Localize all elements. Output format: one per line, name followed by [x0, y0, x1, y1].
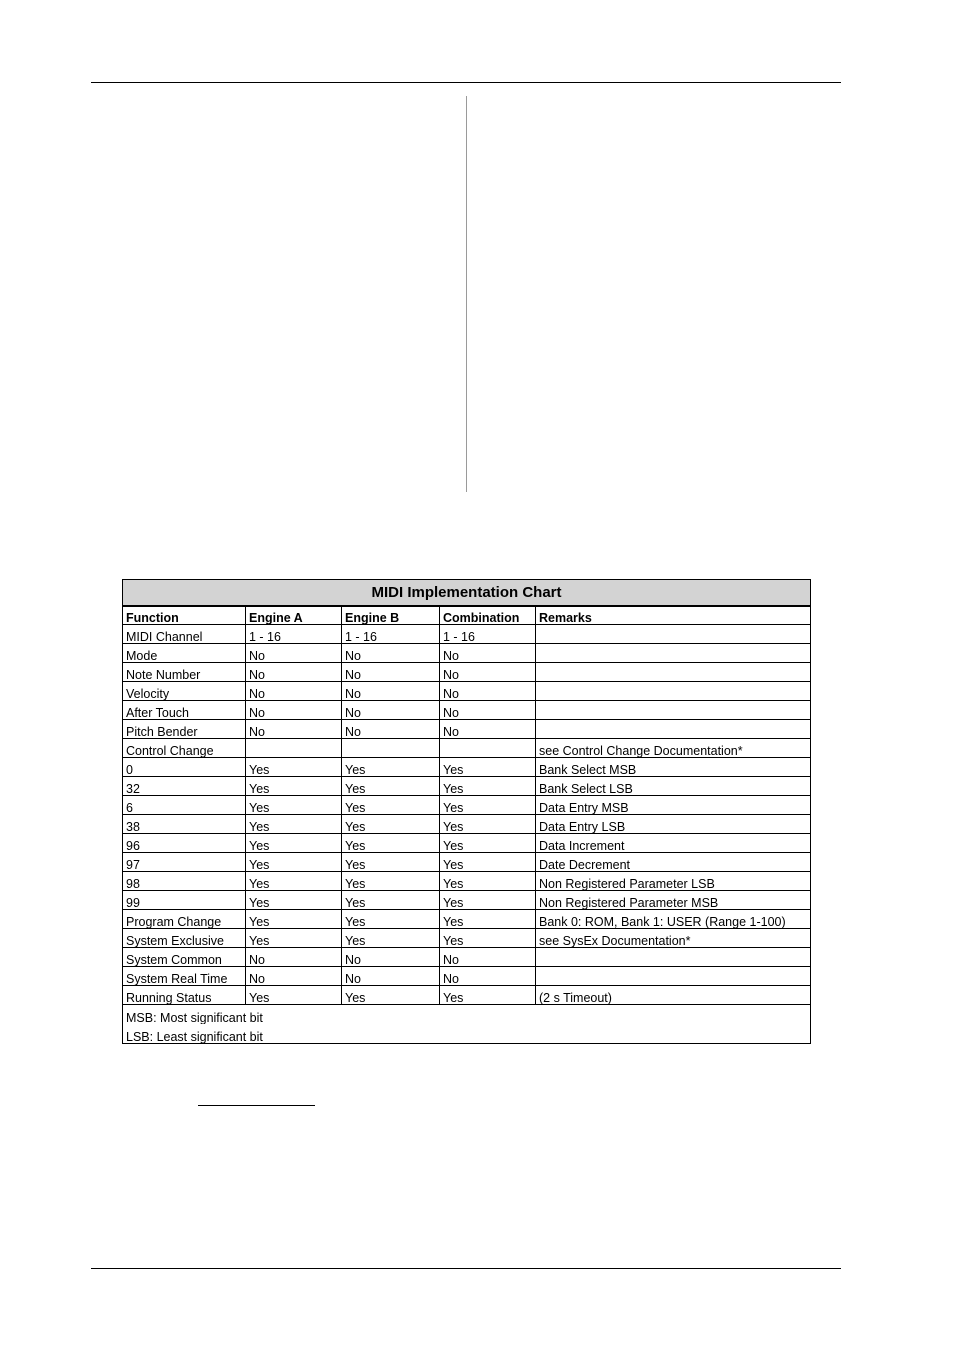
cell-engine-b: Yes	[342, 853, 440, 872]
table-row	[123, 625, 811, 644]
cell-function: Velocity	[123, 682, 246, 701]
cell-function: 6	[123, 796, 246, 815]
cell-function: MIDI Channel	[123, 625, 246, 644]
cell-engine-b: No	[342, 720, 440, 739]
column-header-function: Function	[123, 606, 246, 625]
cell-engine-b	[342, 739, 440, 758]
cell-engine-a: Yes	[246, 834, 342, 853]
cell-function: System Exclusive	[123, 929, 246, 948]
cell-engine-a: No	[246, 682, 342, 701]
cell-combination: Yes	[440, 777, 536, 796]
cell-engine-a	[246, 739, 342, 758]
table-row	[123, 910, 811, 929]
chart-title-row	[123, 580, 811, 607]
cell-engine-a: Yes	[246, 872, 342, 891]
cell-engine-a: Yes	[246, 777, 342, 796]
cell-remarks	[536, 663, 811, 682]
cell-combination	[440, 739, 536, 758]
table-row	[123, 777, 811, 796]
cell-remarks: Data Entry MSB	[536, 796, 811, 815]
cell-engine-a: No	[246, 663, 342, 682]
cell-engine-b: No	[342, 682, 440, 701]
cell-engine-a: Yes	[246, 815, 342, 834]
cell-engine-a: No	[246, 701, 342, 720]
cell-combination: No	[440, 644, 536, 663]
cell-engine-b: Yes	[342, 796, 440, 815]
column-header-row	[123, 606, 811, 625]
cell-function: 98	[123, 872, 246, 891]
cell-engine-b: No	[342, 967, 440, 986]
cell-engine-b: Yes	[342, 758, 440, 777]
chart-note-row	[123, 1005, 811, 1025]
cell-engine-a: Yes	[246, 891, 342, 910]
cell-function: 32	[123, 777, 246, 796]
cell-engine-b: No	[342, 948, 440, 967]
cell-remarks: Bank Select LSB	[536, 777, 811, 796]
table-row	[123, 986, 811, 1005]
cell-remarks	[536, 720, 811, 739]
cell-engine-b: 1 - 16	[342, 625, 440, 644]
cell-combination: Yes	[440, 796, 536, 815]
cell-engine-b: Yes	[342, 872, 440, 891]
cell-function: System Real Time	[123, 967, 246, 986]
cell-engine-b: Yes	[342, 910, 440, 929]
cell-engine-a: No	[246, 967, 342, 986]
table-row	[123, 739, 811, 758]
column-header-engine-b: Engine B	[342, 606, 440, 625]
cell-combination: Yes	[440, 986, 536, 1005]
cell-combination: 1 - 16	[440, 625, 536, 644]
table-row	[123, 948, 811, 967]
cell-combination: Yes	[440, 929, 536, 948]
cell-function: 96	[123, 834, 246, 853]
cell-engine-b: No	[342, 663, 440, 682]
column-header-engine-a: Engine A	[246, 606, 342, 625]
cell-engine-b: Yes	[342, 815, 440, 834]
cell-engine-a: No	[246, 644, 342, 663]
cell-combination: No	[440, 663, 536, 682]
table-row	[123, 758, 811, 777]
table-row	[123, 967, 811, 986]
cell-function: 99	[123, 891, 246, 910]
table-row	[123, 853, 811, 872]
chart-note-row	[123, 1024, 811, 1044]
cell-combination: No	[440, 720, 536, 739]
cell-engine-a: Yes	[246, 796, 342, 815]
cell-engine-a: 1 - 16	[246, 625, 342, 644]
cell-combination: Yes	[440, 758, 536, 777]
chart-title: MIDI Implementation Chart	[123, 580, 811, 607]
cell-engine-a: Yes	[246, 929, 342, 948]
cell-function: Mode	[123, 644, 246, 663]
cell-engine-b: Yes	[342, 777, 440, 796]
cell-engine-a: No	[246, 720, 342, 739]
cell-remarks	[536, 948, 811, 967]
table-row	[123, 872, 811, 891]
table-row	[123, 644, 811, 663]
cell-engine-a: No	[246, 948, 342, 967]
cell-function: Program Change	[123, 910, 246, 929]
cell-combination: No	[440, 682, 536, 701]
cell-engine-b: Yes	[342, 834, 440, 853]
table-row	[123, 663, 811, 682]
cell-engine-a: Yes	[246, 910, 342, 929]
cell-engine-a: Yes	[246, 758, 342, 777]
chart-note-lsb: LSB: Least significant bit	[123, 1024, 811, 1044]
chart-body	[123, 625, 811, 1005]
cell-engine-b: Yes	[342, 929, 440, 948]
cell-function: After Touch	[123, 701, 246, 720]
cell-function: 0	[123, 758, 246, 777]
cell-remarks: Data Entry LSB	[536, 815, 811, 834]
header-rule	[91, 82, 841, 83]
cell-function: Pitch Bender	[123, 720, 246, 739]
cell-combination: Yes	[440, 910, 536, 929]
cell-combination: No	[440, 948, 536, 967]
cell-remarks	[536, 682, 811, 701]
cell-remarks	[536, 644, 811, 663]
cell-combination: Yes	[440, 834, 536, 853]
cell-remarks: see Control Change Documentation*	[536, 739, 811, 758]
cell-remarks: see SysEx Documentation*	[536, 929, 811, 948]
column-header-remarks: Remarks	[536, 606, 811, 625]
chart-note-msb: MSB: Most significant bit	[123, 1005, 811, 1025]
cell-combination: Yes	[440, 891, 536, 910]
cell-remarks: (2 s Timeout)	[536, 986, 811, 1005]
table-row	[123, 701, 811, 720]
table-row	[123, 929, 811, 948]
cell-function: System Common	[123, 948, 246, 967]
midi-implementation-chart	[122, 579, 811, 1044]
cell-engine-b: No	[342, 701, 440, 720]
table-row	[123, 815, 811, 834]
cell-remarks	[536, 625, 811, 644]
footnote-rule	[198, 1105, 315, 1106]
cell-remarks	[536, 701, 811, 720]
cell-engine-a: Yes	[246, 986, 342, 1005]
cell-engine-a: Yes	[246, 853, 342, 872]
cell-function: 97	[123, 853, 246, 872]
cell-function: Running Status	[123, 986, 246, 1005]
column-divider	[466, 96, 467, 492]
cell-combination: Yes	[440, 853, 536, 872]
cell-remarks: Bank 0: ROM, Bank 1: USER (Range 1-100)	[536, 910, 811, 929]
cell-remarks: Non Registered Parameter MSB	[536, 891, 811, 910]
footer-rule	[91, 1268, 841, 1269]
table-row	[123, 834, 811, 853]
cell-remarks: Data Increment	[536, 834, 811, 853]
cell-function: 38	[123, 815, 246, 834]
table-row	[123, 720, 811, 739]
cell-engine-b: Yes	[342, 891, 440, 910]
table-row	[123, 682, 811, 701]
table-row	[123, 796, 811, 815]
cell-remarks: Non Registered Parameter LSB	[536, 872, 811, 891]
column-header-combination: Combination	[440, 606, 536, 625]
cell-engine-b: No	[342, 644, 440, 663]
cell-combination: No	[440, 967, 536, 986]
cell-remarks: Bank Select MSB	[536, 758, 811, 777]
table-row	[123, 891, 811, 910]
cell-engine-b: Yes	[342, 986, 440, 1005]
cell-function: Note Number	[123, 663, 246, 682]
cell-combination: No	[440, 701, 536, 720]
cell-combination: Yes	[440, 872, 536, 891]
cell-function: Control Change	[123, 739, 246, 758]
cell-combination: Yes	[440, 815, 536, 834]
cell-remarks	[536, 967, 811, 986]
cell-remarks: Date Decrement	[536, 853, 811, 872]
